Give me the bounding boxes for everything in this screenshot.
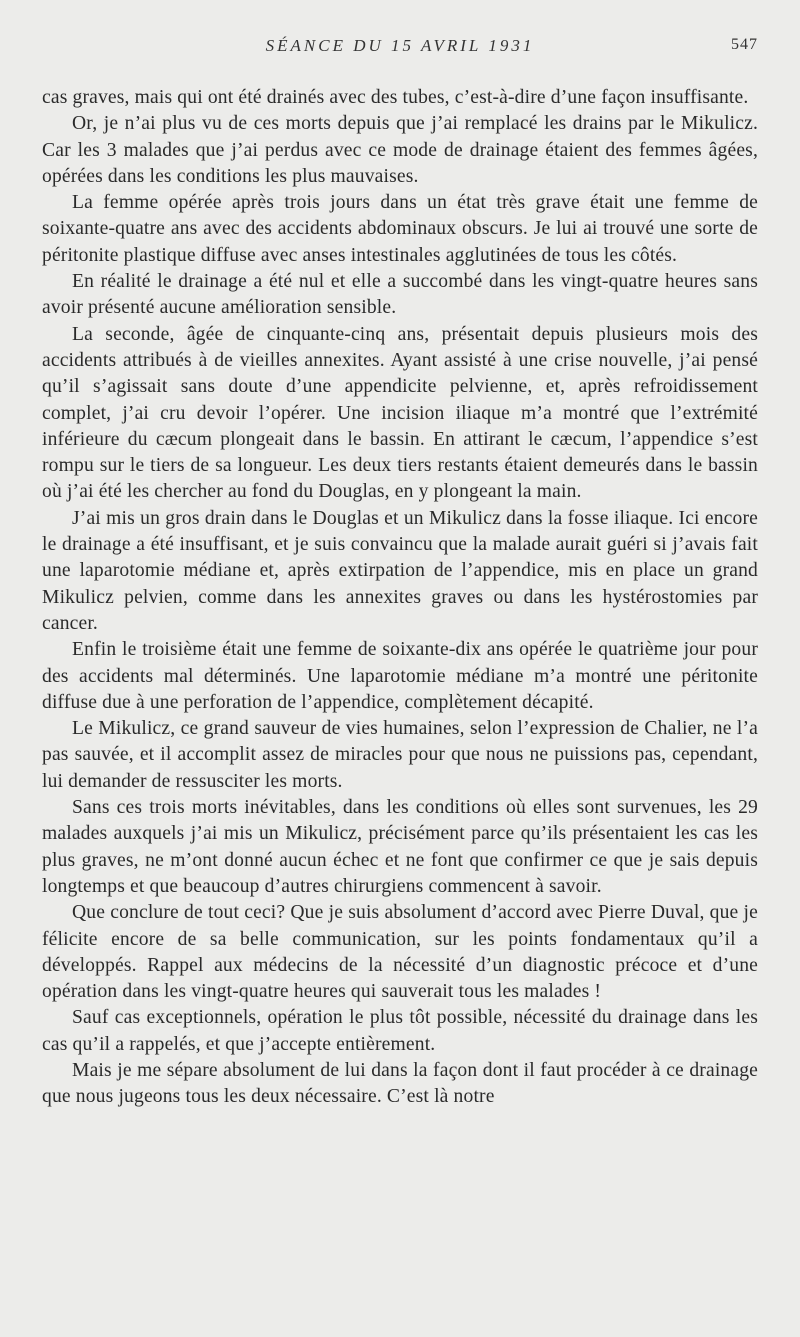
paragraph: Sauf cas exceptionnels, opération le plus tôt possible, nécessité du drainage dans les cas qu’il a rappelés, et que j’accepte entièrement. [42, 1007, 758, 1055]
page-header [42, 36, 758, 62]
paragraph: Enfin le troisième était une femme de soixante-dix ans opérée le quatrième jour pour des accidents mal déterminés. Une laparotomie médiane m’a montré une péritonite diffuse due à une perforation de l’appendice, complètement décapité. [42, 639, 758, 713]
body-text [42, 85, 758, 1111]
paragraph: La femme opérée après trois jours dans un état très grave était une femme de soixante-quatre ans avec des accidents abdominaux obscurs. Je lui ai trouvé une sorte de péritonite plastique diffuse avec anses intestinales agglutinées de tous les côtés. [42, 192, 758, 266]
paragraph: La seconde, âgée de cinquante-cinq ans, présentait depuis plusieurs mois des accidents attribués à de vieilles annexites. Ayant assisté à une crise nouvelle, j’ai pensé qu’il s’agissait sans doute d’une appendicite pelvienne, et, après refroidissement complet, j’ai cru devoir l’opérer. Une incision iliaque m’a montré que l’extrémité inférieure du cæcum plongeait dans le bassin. En attirant le cæcum, l’appendice s’est rompu sur le tiers de sa longueur. Les deux tiers restants étaient demeurés dans le bassin où j’ai été les chercher au fond du Douglas, en y plongeant la main. [42, 323, 758, 503]
paragraph: Que conclure de tout ceci? Que je suis absolument d’accord avec Pierre Duval, que je félicite encore de sa belle communication, sur les points fondamentaux qu’il a développés. Rappel aux médecins de la nécessité d’un diagnostic précoce et d’une opération dans les vingt-quatre heures qui sauverait tous les malades ! [42, 902, 758, 1003]
paragraph: Or, je n’ai plus vu de ces morts depuis que j’ai remplacé les drains par le Mikulicz. Car les 3 malades que j’ai perdus avec ce mode de drainage étaient des femmes âgées, opérées dans les conditions les plus mauvaises. [42, 113, 758, 187]
paragraph: Mais je me sépare absolument de lui dans la façon dont il faut procéder à ce drainage que nous jugeons tous les deux nécessaire. C’est là notre [42, 1059, 758, 1108]
paragraph: J’ai mis un gros drain dans le Douglas et un Mikulicz dans la fosse iliaque. Ici encore le drainage a été insuffisant, et je suis convaincu que la malade aurait guéri si j’avais fait une laparotomie médiane et, après extirpation de l’appendice, mis en place un grand Mikulicz pelvien, comme dans les annexites graves ou dans les hystérostomies par cancer. [42, 507, 758, 634]
page-number: 547 [731, 36, 758, 53]
paragraph: En réalité le drainage a été nul et elle a succombé dans les vingt-quatre heures sans avoir présenté aucune amélioration sensible. [42, 271, 758, 319]
running-title: SÉANCE DU 15 AVRIL 1931 [265, 36, 535, 55]
paragraph: cas graves, mais qui ont été drainés avec des tubes, c’est-à-dire d’une façon insuffisante. [42, 87, 749, 108]
paragraph: Le Mikulicz, ce grand sauveur de vies humaines, selon l’expression de Chalier, ne l’a pas sauvée, et il accomplit assez de miracles pour que nous ne puissions pas, cependant, lui demander de ressusciter les morts. [42, 718, 758, 792]
paragraph: Sans ces trois morts inévitables, dans les conditions où elles sont survenues, les 29 malades auxquels j’ai mis un Mikulicz, précisément parce qu’ils présentaient les cas les plus graves, ne m’ont donné aucun échec et ne font que confirmer ce que je sais depuis longtemps et que beaucoup d’autres chirurgiens commencent à savoir. [42, 797, 758, 897]
